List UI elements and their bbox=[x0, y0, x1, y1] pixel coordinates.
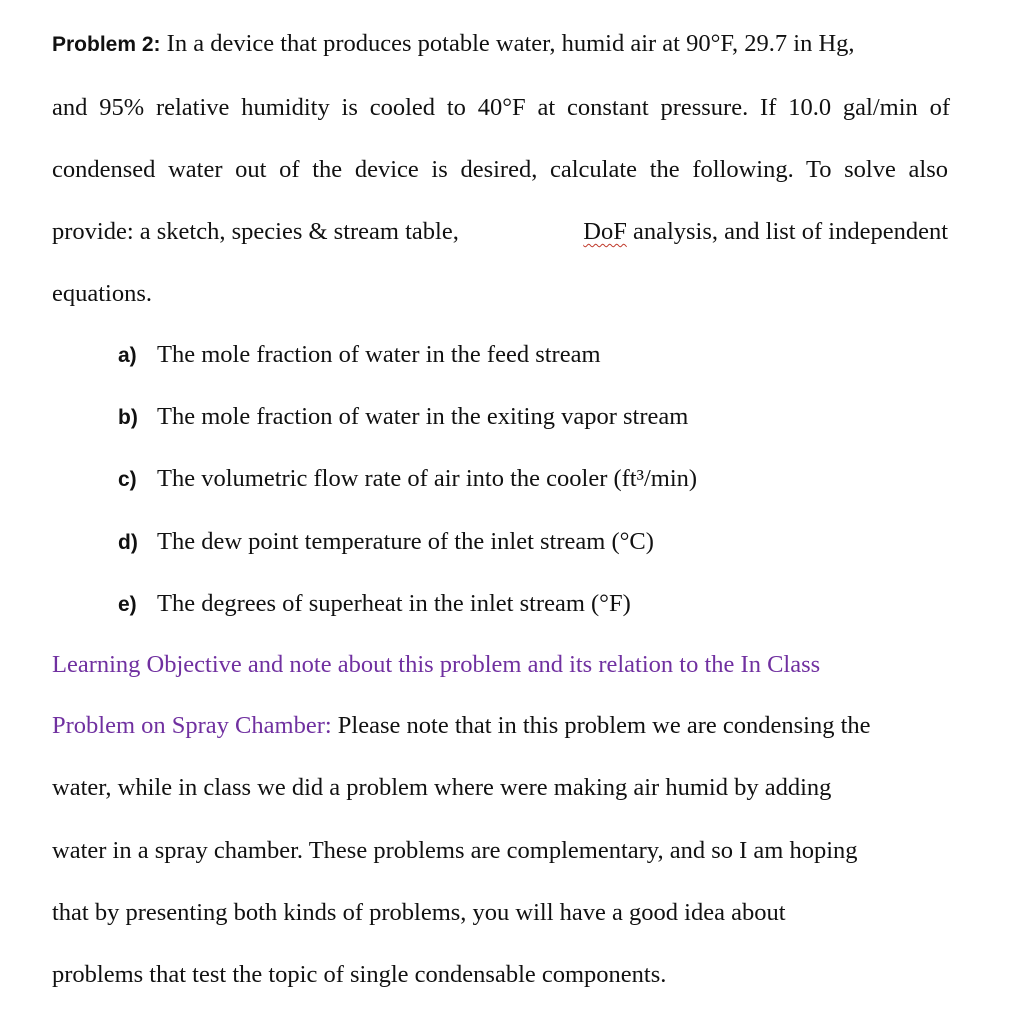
question-d-text: The dew point temperature of the inlet stream (°C) bbox=[157, 528, 654, 555]
problem-line-1-text: In a device that produces potable water, humid air at 90°F, 29.7 in Hg, bbox=[160, 30, 855, 57]
question-a bbox=[118, 340, 601, 371]
note-heading-continued: Problem on Spray Chamber: bbox=[52, 712, 332, 739]
question-a-text: The mole fraction of water in the feed stream bbox=[157, 341, 601, 368]
question-c-text: The volumetric flow rate of air into the cooler (ft³/min) bbox=[157, 465, 698, 492]
problem-line-4-tail bbox=[583, 217, 948, 247]
note-line-3: water, while in class we did a problem where were making air humid by adding bbox=[52, 774, 832, 801]
note-line-5: that by presenting both kinds of problems, you will have a good idea about bbox=[52, 899, 786, 926]
question-d-letter: d) bbox=[118, 531, 138, 554]
question-a-letter: a) bbox=[118, 344, 137, 367]
problem-line-1 bbox=[52, 29, 855, 60]
note-line-2 bbox=[52, 711, 871, 741]
problem-line-4 bbox=[52, 217, 948, 247]
note-line-1: Learning Objective and note about this problem and its relation to the In Class bbox=[52, 651, 821, 678]
problem-line-4-before: provide: a sketch, species & stream table, bbox=[52, 218, 465, 245]
problem-label: Problem 2: bbox=[52, 33, 161, 56]
note-line-6: problems that test the topic of single condensable components. bbox=[52, 961, 667, 988]
question-b bbox=[118, 402, 688, 433]
question-e-text: The degrees of superheat in the inlet stream (°F) bbox=[157, 590, 631, 617]
problem-line-2: and 95% relative humidity is cooled to 40°F at constant pressure. If 10.0 gal/min of bbox=[52, 94, 950, 121]
problem-line-4-after: analysis, and list of independent bbox=[626, 218, 948, 245]
question-c bbox=[118, 464, 697, 495]
spellcheck-flagged-word: DoF bbox=[583, 218, 627, 245]
problem-line-5: equations. bbox=[52, 280, 153, 307]
question-b-letter: b) bbox=[118, 406, 138, 429]
question-e-letter: e) bbox=[118, 593, 137, 616]
question-e bbox=[118, 589, 631, 620]
question-b-text: The mole fraction of water in the exiting vapor stream bbox=[157, 403, 689, 430]
note-line-4: water in a spray chamber. These problems are complementary, and so I am hoping bbox=[52, 837, 858, 864]
question-d bbox=[118, 527, 654, 558]
problem-line-3: condensed water out of the device is desired, calculate the following. To solve also bbox=[52, 156, 948, 183]
question-c-letter: c) bbox=[118, 468, 137, 491]
note-line-2-text: Please note that in this problem we are condensing the bbox=[331, 712, 871, 739]
